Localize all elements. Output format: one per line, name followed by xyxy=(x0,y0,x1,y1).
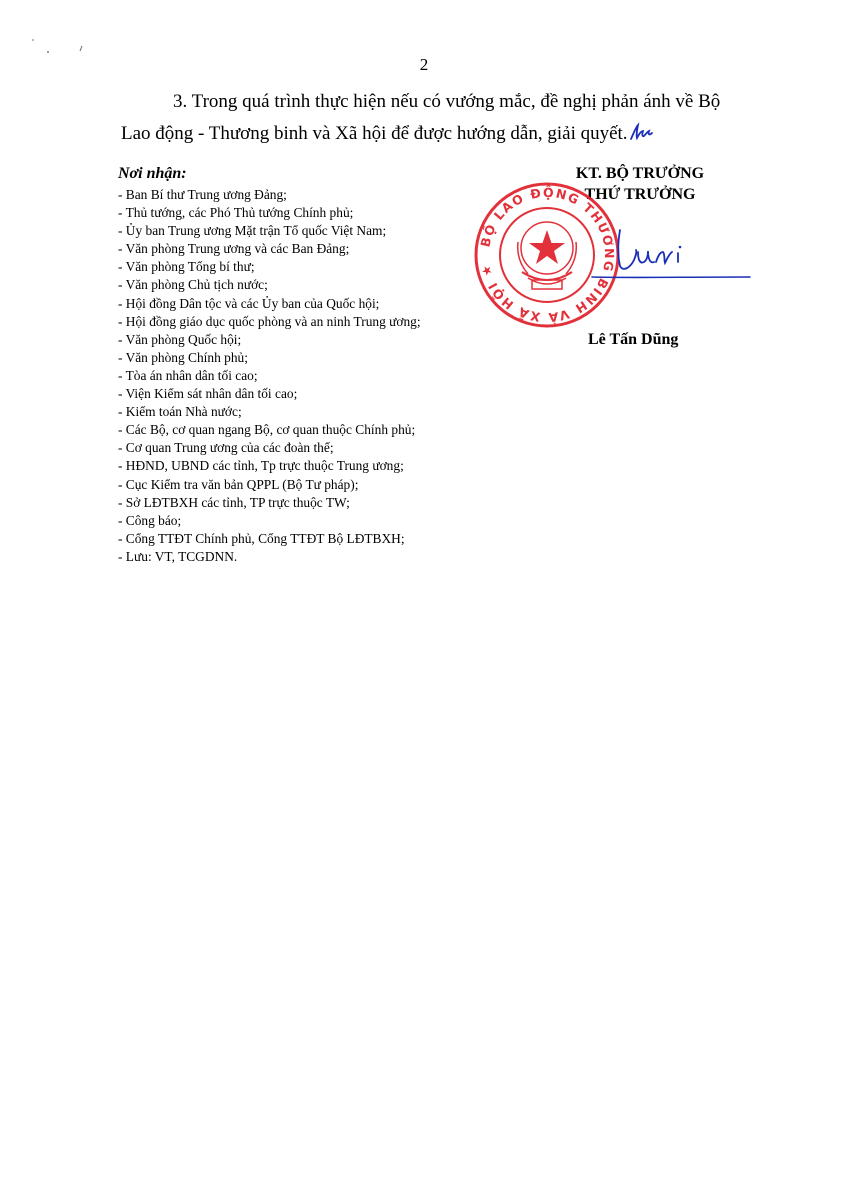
page-number: 2 xyxy=(419,55,429,74)
paragraph-line-2 xyxy=(121,118,771,150)
recipient-item: - Hội đồng giáo dục quốc phòng và an ninh Trung ương; xyxy=(118,313,421,329)
signatory-name: Lê Tấn Dũng xyxy=(588,331,679,348)
recipient-item: - Văn phòng Chính phủ; xyxy=(118,349,248,365)
signature-title-line-1: KT. BỘ TRƯỞNG xyxy=(575,165,705,182)
body-paragraph xyxy=(121,86,771,150)
recipient-item: - Thủ tướng, các Phó Thủ tướng Chính phủ; xyxy=(118,205,354,221)
paragraph-line-2-text: Lao động - Thương binh và Xã hội để được hướng dẫn, giải quyết. xyxy=(121,123,628,144)
recipient-item: - Hội đồng Dân tộc và các Ủy ban của Quốc hội; xyxy=(118,295,380,311)
recipient-item: - Ban Bí thư Trung ương Đảng; xyxy=(118,187,287,202)
recipients-block xyxy=(118,164,518,566)
recipient-item: - Các Bộ, cơ quan ngang Bộ, cơ quan thuộc Chính phủ; xyxy=(118,422,416,438)
recipient-item: - Viện Kiểm sát nhân dân tối cao; xyxy=(118,386,298,402)
recipient-item: - HĐND, UBND các tỉnh, Tp trực thuộc Trung ương; xyxy=(118,458,404,474)
recipient-item: - Văn phòng Tổng bí thư; xyxy=(118,259,255,275)
recipient-item: - Cổng TTĐT Chính phủ, Cổng TTĐT Bộ LĐTBXH; xyxy=(118,530,405,546)
recipient-item: - Cục Kiểm tra văn bản QPPL (Bộ Tư pháp); xyxy=(118,476,359,492)
recipient-item: - Công báo; xyxy=(118,512,182,528)
recipient-item: - Văn phòng Trung ương và các Ban Đảng; xyxy=(118,241,350,257)
recipient-item: - Văn phòng Chủ tịch nước; xyxy=(118,277,268,293)
recipient-item: - Văn phòng Quốc hội; xyxy=(118,331,242,347)
recipient-item: - Lưu: VT, TCGDNN. xyxy=(118,548,238,564)
recipients-list xyxy=(118,186,518,566)
recipient-item: - Tòa án nhân dân tối cao; xyxy=(118,367,258,383)
recipient-item: - Ủy ban Trung ương Mặt trận Tổ quốc Việt Nam; xyxy=(118,223,387,239)
recipient-item: - Kiểm toán Nhà nước; xyxy=(118,404,242,420)
recipient-item: - Cơ quan Trung ương của các đoàn thể; xyxy=(118,440,334,456)
signature-title-line-2: THỨ TRƯỞNG xyxy=(584,186,696,203)
svg-text:BỘ LAO ĐỘNG THƯƠNG BINH VÀ XÃ: BỘ LAO ĐỘNG THƯƠNG BINH VÀ XÃ HỘI ★ xyxy=(477,184,618,326)
paragraph-line-1: 3. Trong quá trình thực hiện nếu có vướng mắc, đề nghị phản ánh về Bộ xyxy=(173,91,721,112)
scan-speck-marks-icon xyxy=(30,30,90,60)
initials-mark-icon xyxy=(628,122,654,142)
recipients-title: Nơi nhận: xyxy=(118,165,187,182)
recipient-item: - Sở LĐTBXH các tỉnh, TP trực thuộc TW; xyxy=(118,494,350,510)
handwritten-signature-icon xyxy=(590,222,755,282)
